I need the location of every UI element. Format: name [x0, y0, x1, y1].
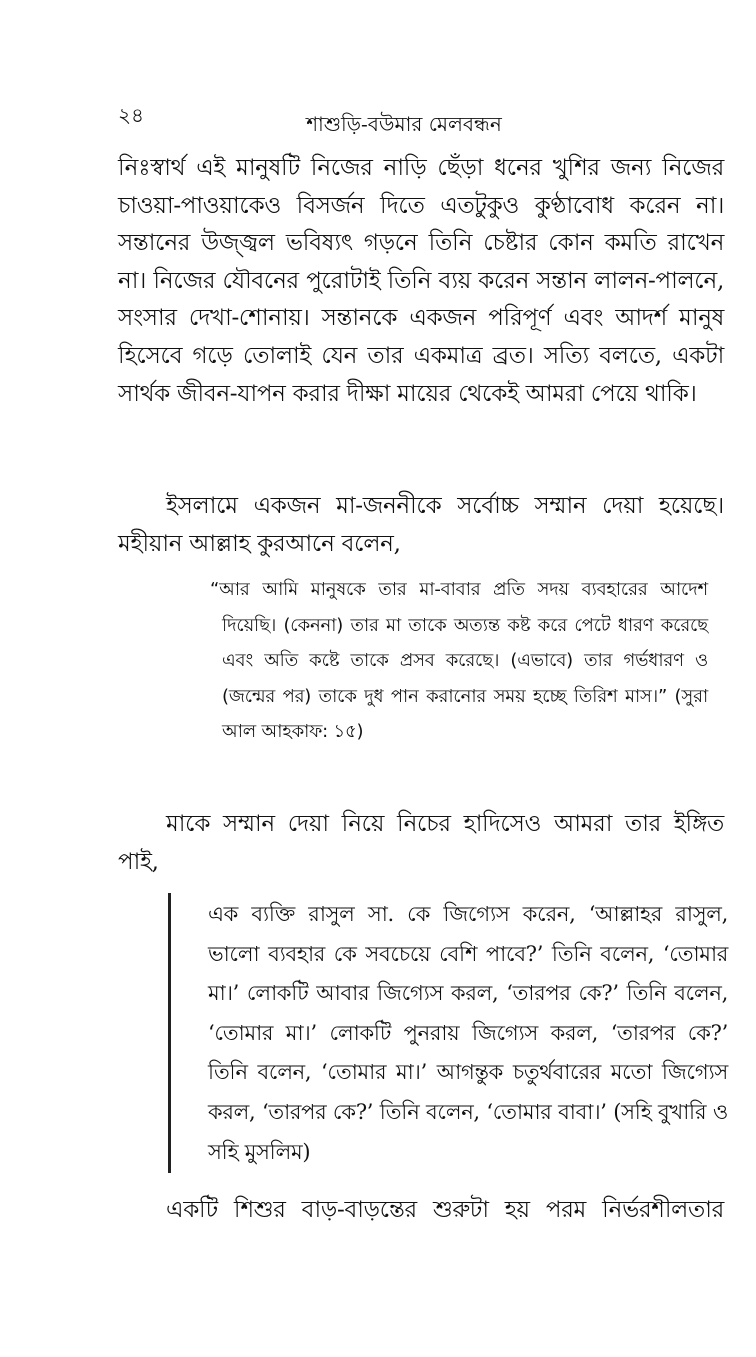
quran-quotation: “আর আমি মানুষকে তার মা-বাবার প্রতি সদয় ব্যবহারের আদেশ দিয়েছি। (কেননা) তার মা তাকে অত্যন্ত কষ্ট করে পেটে ধারণ করেছে এবং অতি কষ্টে তাকে প্রসব করেছে। (এভাবে) তার গর্ভধারণ ও (জন্মের পর) তাকে দুধ পান করানোর সময় হচ্ছে তিরিশ মাস।” (সুরা আল আহকাফ: ১৫) [210, 579, 708, 742]
running-header: শাশুড়ি-বউমার মেলবন্ধন [306, 112, 502, 136]
body-paragraph: মাকে সম্মান দেয়া নিয়ে নিচের হাদিসেও আমরা তার ইঙ্গিত পাই, [118, 811, 724, 875]
body-paragraph: নিঃস্বার্থ এই মানুষটি নিজের নাড়ি ছেঁড়া ধনের খুশির জন্য নিজের চাওয়া-পাওয়াকেও বিসর্জন দিতে এতটুকুও কুণ্ঠাবোধ করেন না। সন্তানের উজ্জ্বল ভবিষ্যৎ গড়নে তিনি চেষ্টার কোন কমতি রাখেন না। নিজের যৌবনের পুরোটাই তিনি ব্যয় করেন সন্তান লালন-পালনে, সংসার দেখা-শোনায়। সন্তানকে একজন পরিপূর্ণ এবং আদর্শ মানুষ হিসেবে গড়ে তোলাই যেন তার একমাত্র ব্রত। সত্যি বলতে, একটা সার্থক জীবন-যাপন করার দীক্ষা মায়ের থেকেই আমরা পেয়ে থাকি। [118, 155, 724, 407]
blockquote-rule [168, 893, 171, 1173]
hadith-blockquote [168, 893, 728, 1173]
hadith-quotation: এক ব্যক্তি রাসুল সা. কে জিগ্যেস করেন, ‘আল্লাহর রাসুল, ভালো ব্যবহার কে সবচেয়ে বেশি পাবে?’ তিনি বলেন, ‘তোমার মা।’ লোকটি আবার জিগ্যেস করল, ‘তারপর কে?’ তিনি বলেন, ‘তোমার মা।’ লোকটি পুনরায় জিগ্যেস করল, ‘তারপর কে?’ তিনি বলেন, ‘তোমার মা।’ আগন্তুক চতুর্থবারের মতো জিগ্যেস করল, ‘তারপর কে?’ তিনি বলেন, ‘তোমার বাবা।’ (সহি বুখারি ও সহি মুসলিম) [208, 902, 728, 1164]
body-paragraph: ইসলামে একজন মা-জননীকে সর্বোচ্চ সম্মান দেয়া হয়েছে। মহীয়ান আল্লাহ কুরআনে বলেন, [118, 493, 724, 557]
body-paragraph: একটি শিশুর বাড়-বাড়ন্তের শুরুটা হয় পরম নির্ভরশীলতার [166, 1197, 724, 1223]
page-number: ২৪ [118, 103, 144, 127]
